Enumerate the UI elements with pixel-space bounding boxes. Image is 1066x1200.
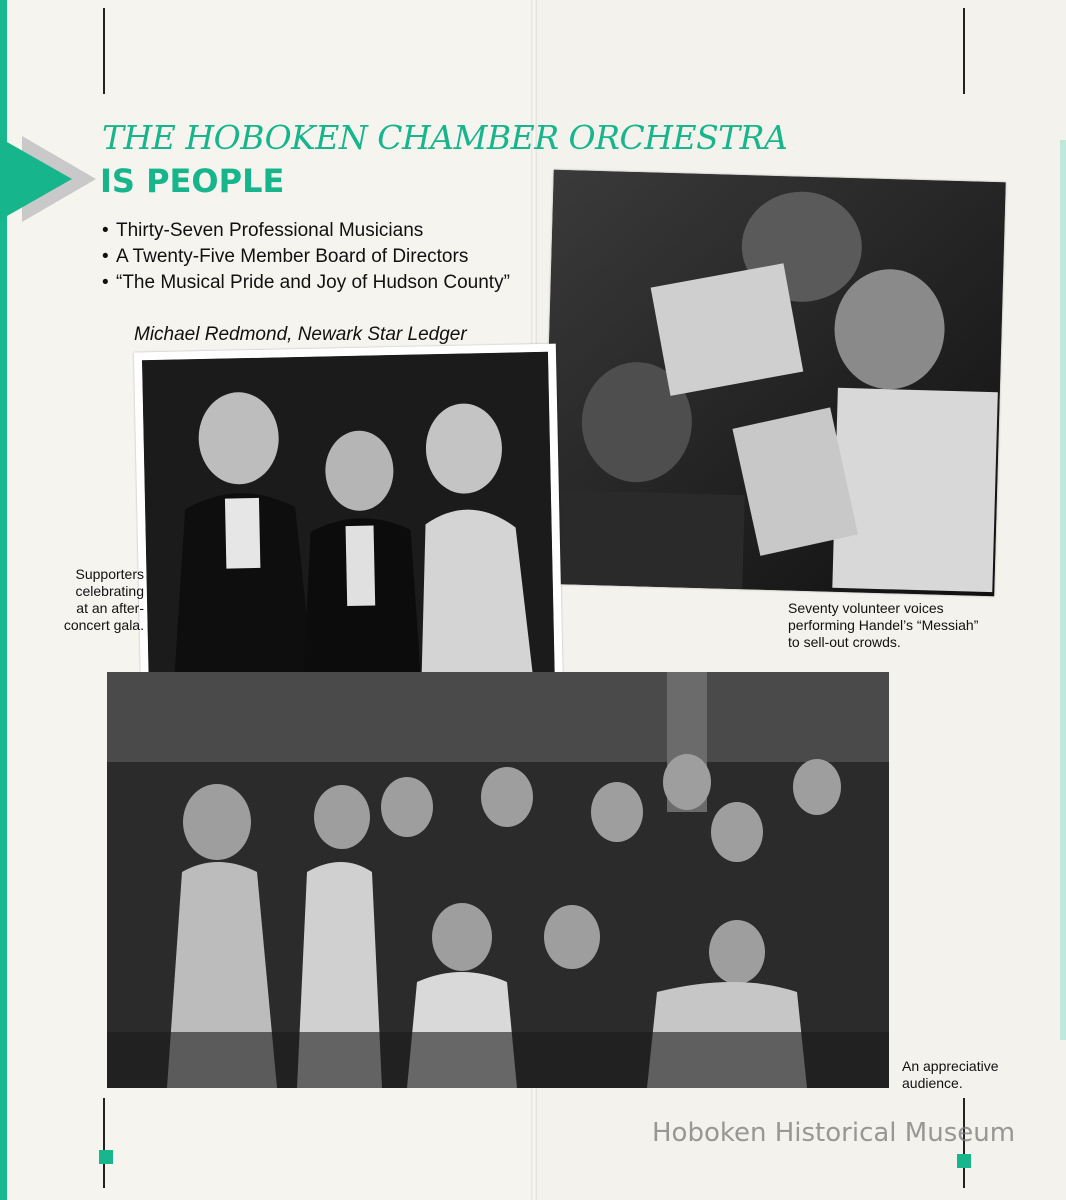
bullet-item: • A Twenty-Five Member Board of Directors	[102, 246, 522, 268]
bullet-item: • “The Musical Pride and Joy of Hudson County”	[102, 272, 522, 294]
choir-photo	[542, 170, 1005, 596]
caption-line: to sell-out crowds.	[788, 634, 901, 650]
audience-caption	[902, 1058, 1032, 1092]
messiah-caption	[788, 600, 1048, 651]
museum-watermark: Hoboken Historical Museum	[652, 1118, 1016, 1148]
registration-square-right	[957, 1154, 971, 1168]
caption-line: celebrating	[75, 583, 144, 599]
caption-line: Seventy volunteer voices	[788, 600, 944, 616]
caption-line: Supporters	[75, 566, 144, 582]
trim-rule-top-left	[103, 8, 105, 94]
bullet-list	[102, 220, 522, 298]
caption-line: performing Handel’s “Messiah”	[788, 617, 979, 633]
teal-edge-right	[1060, 140, 1066, 1040]
audience-photo	[107, 672, 889, 1088]
gala-caption	[40, 566, 144, 634]
caption-line: audience.	[902, 1075, 963, 1091]
heading-subtitle: IS PEOPLE	[100, 162, 285, 200]
choir-photo-frame	[542, 170, 1005, 596]
caption-line: An appreciative	[902, 1058, 999, 1074]
trim-rule-bottom-left	[103, 1098, 105, 1188]
arrow-icon	[0, 134, 100, 224]
heading-title: THE HOBOKEN CHAMBER ORCHESTRA	[102, 118, 788, 157]
caption-line: at an after-	[76, 600, 144, 616]
trim-rule-top-right	[963, 8, 965, 94]
registration-square-left	[99, 1150, 113, 1164]
bullet-item: • Thirty-Seven Professional Musicians	[102, 220, 522, 242]
caption-line: concert gala.	[63, 617, 144, 633]
quote-attribution: Michael Redmond, Newark Star Ledger	[134, 324, 467, 345]
